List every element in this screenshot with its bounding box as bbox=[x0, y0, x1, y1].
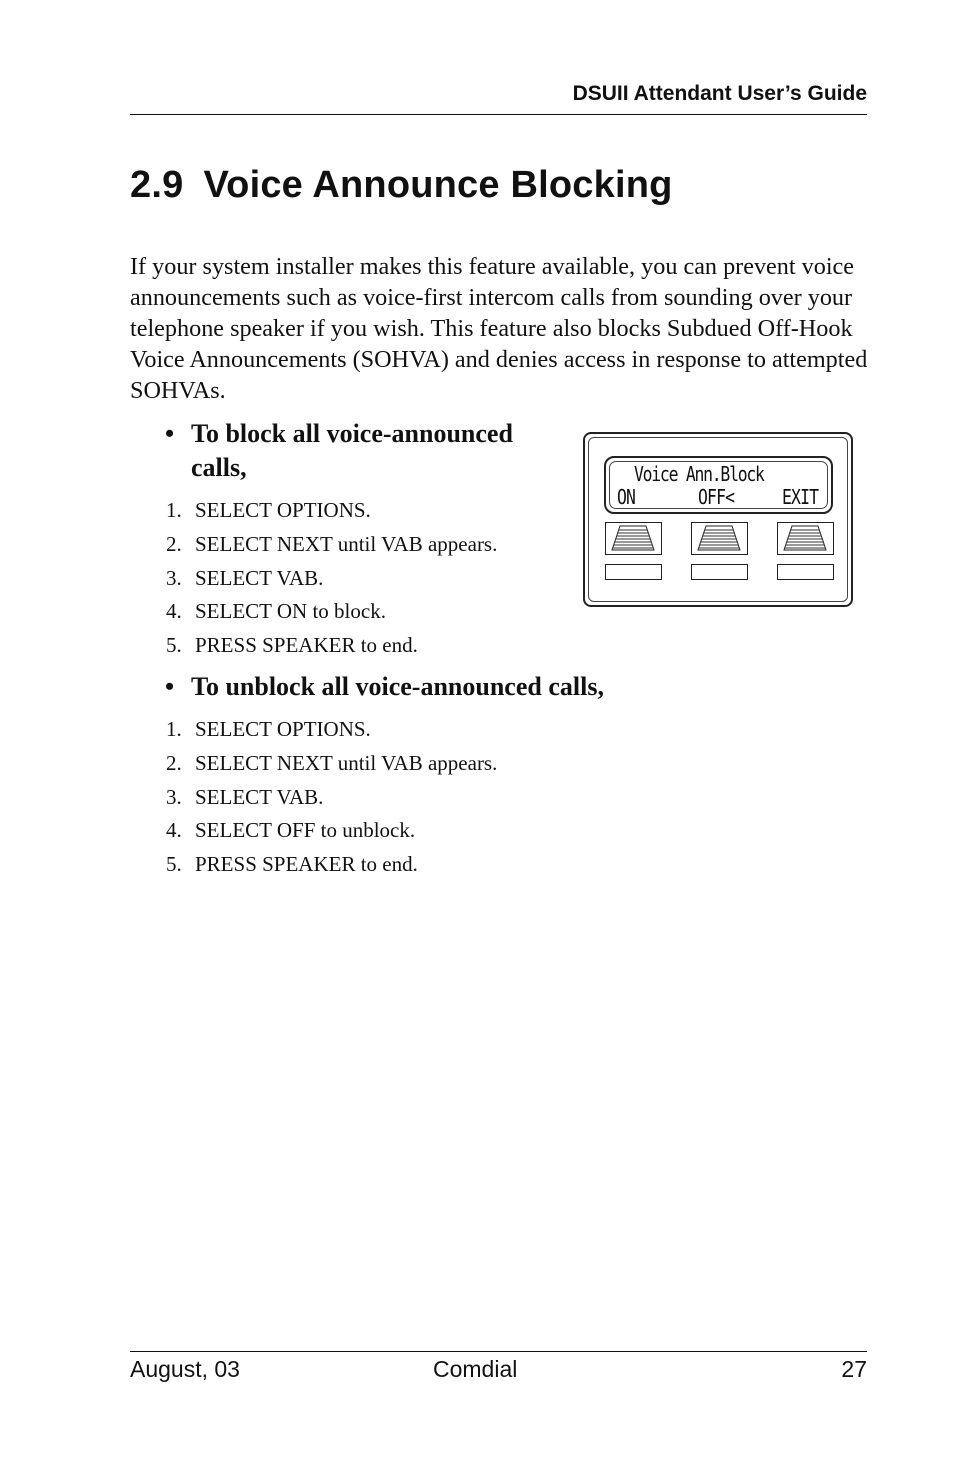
step-text: PRESS SPEAKER to end. bbox=[195, 852, 418, 877]
phone-display-illustration bbox=[583, 432, 853, 607]
softkey-triangle-icon bbox=[606, 523, 660, 553]
list-item bbox=[166, 629, 497, 663]
step-number: 1. bbox=[166, 717, 182, 741]
section-title-text: Voice Announce Blocking bbox=[203, 164, 673, 206]
softkey-3 bbox=[777, 522, 834, 555]
step-text: SELECT ON to block. bbox=[195, 599, 386, 624]
lcd-option-off: OFF< bbox=[698, 485, 735, 509]
list-item bbox=[166, 562, 497, 596]
lcd-option-exit: EXIT bbox=[782, 485, 819, 509]
section-number: 2.9 bbox=[130, 164, 184, 206]
softkey-label-strip bbox=[777, 564, 834, 580]
list-item bbox=[166, 595, 497, 629]
step-text: SELECT OPTIONS. bbox=[195, 717, 371, 741]
intro-paragraph: If your system installer makes this feature available, you can prevent voice announcements such as voice-first intercom calls from sounding over your telephone speaker if you wish. This feature also blocks Subdued Off-Hook Voice Announcements (SOHVA) and denies access in response to attempted SOHVAs. bbox=[130, 253, 868, 404]
step-text: SELECT OPTIONS. bbox=[195, 498, 371, 522]
step-number: 4. bbox=[166, 818, 182, 843]
list-item bbox=[166, 848, 497, 882]
softkey-label-strip bbox=[605, 564, 662, 580]
step-number: 2. bbox=[166, 531, 182, 556]
step-text: SELECT NEXT until VAB appears. bbox=[195, 750, 498, 775]
bullet-icon: • bbox=[165, 672, 175, 701]
step-number: 3. bbox=[166, 565, 182, 590]
unblock-heading bbox=[165, 670, 791, 704]
lcd-prompt: Voice Ann.Block bbox=[634, 462, 764, 486]
step-number: 4. bbox=[166, 599, 182, 624]
block-steps-list bbox=[166, 494, 497, 663]
step-text: SELECT NEXT until VAB appears. bbox=[195, 531, 498, 556]
list-item bbox=[166, 713, 497, 747]
list-item bbox=[166, 528, 497, 562]
softkey-label-strip bbox=[691, 564, 748, 580]
lcd-display bbox=[604, 456, 833, 514]
step-number: 5. bbox=[166, 852, 182, 877]
unblock-steps-list bbox=[166, 713, 497, 882]
list-item bbox=[166, 494, 497, 528]
block-heading-text: To block all voice-announced calls, bbox=[191, 419, 513, 482]
step-number: 5. bbox=[166, 633, 182, 658]
footer-publisher: Comdial bbox=[433, 1356, 518, 1382]
softkey-triangle-icon bbox=[778, 523, 832, 553]
lcd-option-on: ON bbox=[617, 485, 636, 509]
unblock-heading-text: To unblock all voice-announced calls, bbox=[191, 672, 604, 701]
bullet-icon: • bbox=[165, 419, 175, 448]
step-text: PRESS SPEAKER to end. bbox=[195, 633, 418, 658]
running-head: DSUII Attendant User’s Guide bbox=[572, 82, 867, 105]
section-title bbox=[130, 164, 673, 207]
step-text: SELECT VAB. bbox=[195, 784, 324, 809]
step-text: SELECT VAB. bbox=[195, 565, 324, 590]
step-text: SELECT OFF to unblock. bbox=[195, 818, 416, 843]
list-item bbox=[166, 781, 497, 815]
step-number: 3. bbox=[166, 784, 182, 809]
header-rule bbox=[130, 114, 867, 115]
softkey-2 bbox=[691, 522, 748, 555]
list-item bbox=[166, 747, 497, 781]
block-heading bbox=[165, 417, 571, 485]
page-number: 27 bbox=[841, 1356, 867, 1382]
footer-date: August, 03 bbox=[130, 1356, 240, 1382]
list-item bbox=[166, 814, 497, 848]
step-number: 1. bbox=[166, 498, 182, 522]
footer-rule bbox=[130, 1351, 867, 1352]
softkey-triangle-icon bbox=[692, 523, 746, 553]
softkey-1 bbox=[605, 522, 662, 555]
step-number: 2. bbox=[166, 750, 182, 775]
